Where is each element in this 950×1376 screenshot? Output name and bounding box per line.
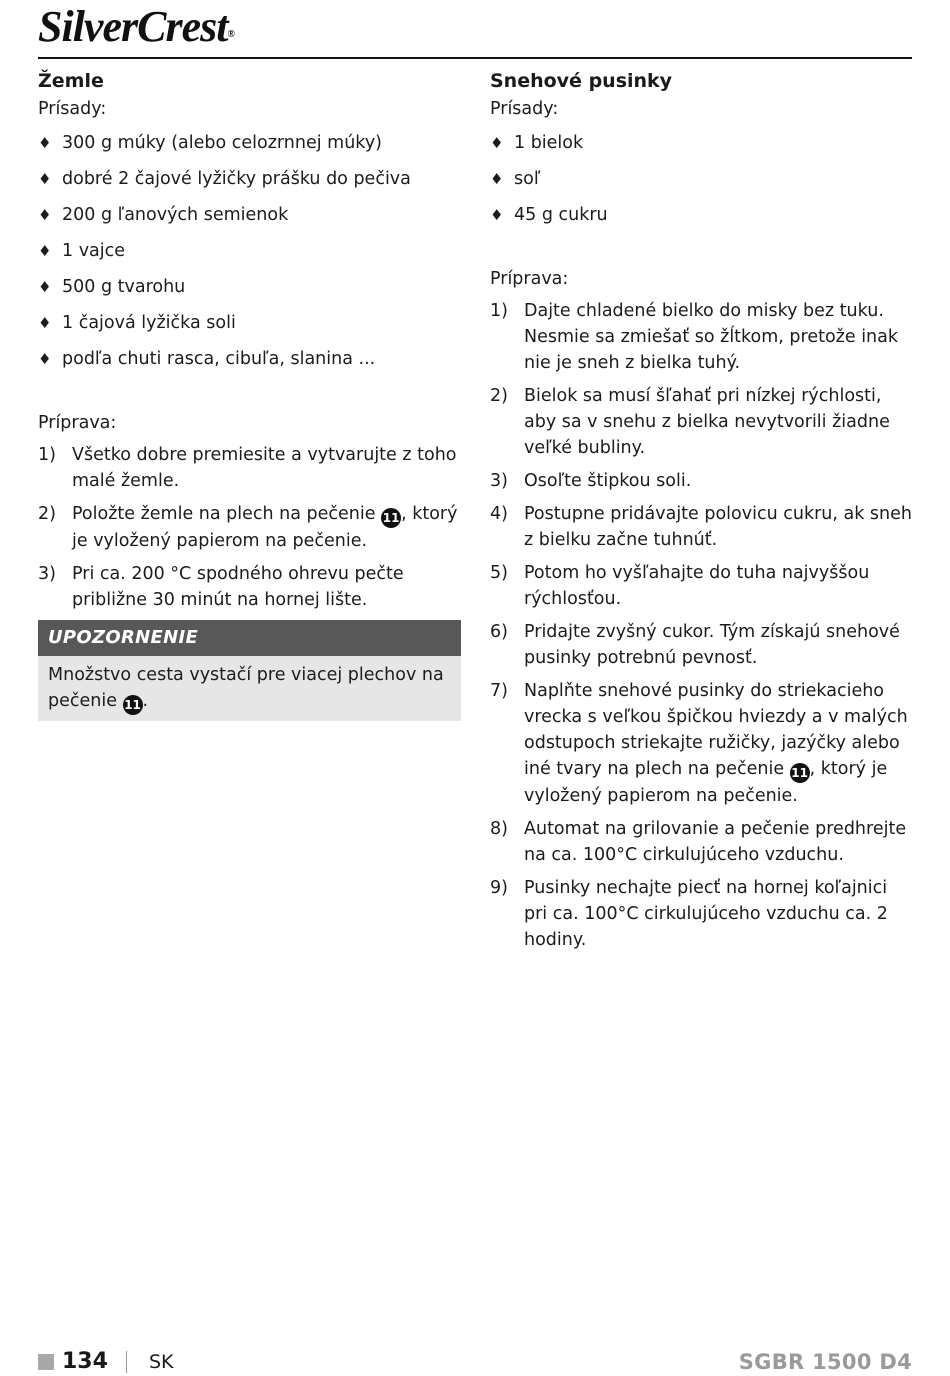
ingredient-item <box>38 238 461 264</box>
step-number: 6) <box>490 622 508 642</box>
ingredient-text: 500 g tvarohu <box>62 277 186 297</box>
page-footer <box>38 1348 912 1376</box>
footer-divider <box>126 1351 127 1373</box>
step-text <box>524 560 912 612</box>
text-part: Dajte chladené bielko do misky bez tuku. Nesmie sa zmiešať so žĺtkom, pretože inak nie je sneh z bielka tuhý. <box>524 301 899 373</box>
text-part: Potom ho vyšľahajte do tuha najvyššou rýchlosťou. <box>524 563 870 609</box>
diamond-bullet-icon: ♦ <box>490 206 504 224</box>
text-part: Množstvo cesta vystačí pre viacej plechov na pečenie <box>48 665 444 711</box>
step-item <box>490 501 912 553</box>
language-code: SK <box>149 1351 174 1373</box>
step-item <box>490 816 912 868</box>
diamond-bullet-icon: ♦ <box>38 242 52 260</box>
ingredient-item <box>38 130 461 156</box>
steps-list <box>38 442 461 613</box>
step-number: 3) <box>38 564 56 584</box>
ingredient-text: 300 g múky (alebo celozrnnej múky) <box>62 133 382 153</box>
diamond-bullet-icon: ♦ <box>38 278 52 296</box>
diamond-bullet-icon: ♦ <box>38 314 52 332</box>
step-number: 3) <box>490 471 508 491</box>
recipe-title-zemle: Žemle <box>38 70 104 92</box>
ingredient-item <box>38 202 461 228</box>
right-column <box>490 66 912 960</box>
step-text <box>524 501 912 553</box>
step-text <box>524 816 912 868</box>
step-item <box>490 560 912 612</box>
notice-box <box>38 620 461 721</box>
ingredient-item <box>38 166 461 192</box>
part-reference-marker: 11 <box>123 695 143 715</box>
ingredients-label: Prísady: <box>38 99 107 119</box>
left-column <box>38 66 461 721</box>
ingredient-text: 45 g cukru <box>514 205 608 225</box>
preparation-label: Príprava: <box>490 269 569 289</box>
part-reference-marker: 11 <box>381 508 401 528</box>
step-item <box>38 442 461 494</box>
step-item <box>490 298 912 376</box>
step-number: 4) <box>490 504 508 524</box>
step-text <box>524 383 912 461</box>
step-text <box>524 468 912 494</box>
ingredients-label: Prísady: <box>490 99 559 119</box>
text-part: , ktorý je vyložený papierom na pečenie. <box>524 759 888 806</box>
text-part: Bielok sa musí šľahať pri nízkej rýchlosti, aby sa v snehu z bielka nevytvorili žiadne veľké bubliny. <box>524 386 890 458</box>
diamond-bullet-icon: ♦ <box>38 134 52 152</box>
preparation-label: Príprava: <box>38 413 117 433</box>
diamond-bullet-icon: ♦ <box>38 170 52 188</box>
step-number: 1) <box>38 445 56 465</box>
text-part: Položte žemle na plech na pečenie <box>72 504 382 524</box>
page-number: 134 <box>62 1349 108 1374</box>
text-part: Pusinky nechajte piecť na hornej koľajnici pri ca. 100°C cirkulujúceho vzduchu ca. 2 hodiny. <box>524 878 888 950</box>
step-text <box>72 442 461 494</box>
ingredient-text: dobré 2 čajové lyžičky prášku do pečiva <box>62 169 411 189</box>
step-text <box>524 619 912 671</box>
ingredients-list <box>38 130 461 372</box>
step-number: 1) <box>490 301 508 321</box>
step-text <box>72 561 461 613</box>
step-number: 7) <box>490 681 508 701</box>
step-item <box>490 875 912 953</box>
ingredient-item <box>38 310 461 336</box>
header-rule <box>38 57 912 59</box>
text-part: , ktorý je vyložený papierom na pečenie. <box>72 504 458 551</box>
ingredient-text: 1 bielok <box>514 133 584 153</box>
text-part: . <box>142 691 149 711</box>
ingredient-text: podľa chuti rasca, cibuľa, slanina ... <box>62 349 376 369</box>
step-item <box>38 561 461 613</box>
step-number: 2) <box>490 386 508 406</box>
step-item <box>38 501 461 554</box>
footer-square-marker <box>38 1354 54 1370</box>
recipe-title-snehove-pusinky: Snehové pusinky <box>490 70 673 92</box>
ingredient-item <box>490 202 912 228</box>
step-item <box>490 468 912 494</box>
step-item <box>490 678 912 809</box>
text-part: Automat na grilovanie a pečenie predhrejte na ca. 100°C cirkulujúceho vzduchu. <box>524 819 907 865</box>
ingredient-text: 1 vajce <box>62 241 126 261</box>
ingredient-text: 1 čajová lyžička soli <box>62 313 236 333</box>
diamond-bullet-icon: ♦ <box>490 134 504 152</box>
step-text <box>72 501 461 554</box>
text-part: Postupne pridávajte polovicu cukru, ak sneh z bielku začne tuhnúť. <box>524 504 912 550</box>
text-part: Osoľte štipkou soli. <box>524 471 692 491</box>
ingredients-list <box>490 130 912 228</box>
ingredient-item <box>38 274 461 300</box>
brand-name: SilverCrest <box>38 2 228 51</box>
brand-logo <box>38 4 234 50</box>
model-number: SGBR 1500 D4 <box>738 1350 912 1374</box>
step-text <box>524 298 912 376</box>
step-number: 8) <box>490 819 508 839</box>
diamond-bullet-icon: ♦ <box>38 350 52 368</box>
step-number: 2) <box>38 504 56 524</box>
steps-list <box>490 298 912 953</box>
step-text <box>524 875 912 953</box>
step-number: 5) <box>490 563 508 583</box>
text-part: Pridajte zvyšný cukor. Tým získajú snehové pusinky potrebnú pevnosť. <box>524 622 900 668</box>
diamond-bullet-icon: ♦ <box>38 206 52 224</box>
notice-text <box>38 656 461 721</box>
diamond-bullet-icon: ♦ <box>490 170 504 188</box>
step-item <box>490 619 912 671</box>
step-item <box>490 383 912 461</box>
ingredient-item <box>490 130 912 156</box>
ingredient-item <box>490 166 912 192</box>
part-reference-marker: 11 <box>790 763 810 783</box>
registered-mark: ® <box>227 29 234 40</box>
step-text <box>524 678 912 809</box>
text-part: Pri ca. 200 °C spodného ohrevu pečte približne 30 minút na hornej lište. <box>72 564 404 610</box>
ingredient-item <box>38 346 461 372</box>
ingredient-text: soľ <box>514 169 541 189</box>
ingredient-text: 200 g ľanových semienok <box>62 205 289 225</box>
notice-title: UPOZORNENIE <box>38 620 461 656</box>
text-part: Všetko dobre premiesite a vytvarujte z toho malé žemle. <box>72 445 457 491</box>
step-number: 9) <box>490 878 508 898</box>
text-part: Naplňte snehové pusinky do striekacieho vrecka s veľkou špičkou hviezdy a v malých odstupoch striekajte ružičky, jazýčky alebo iné tvary na plech na pečenie <box>524 681 908 779</box>
